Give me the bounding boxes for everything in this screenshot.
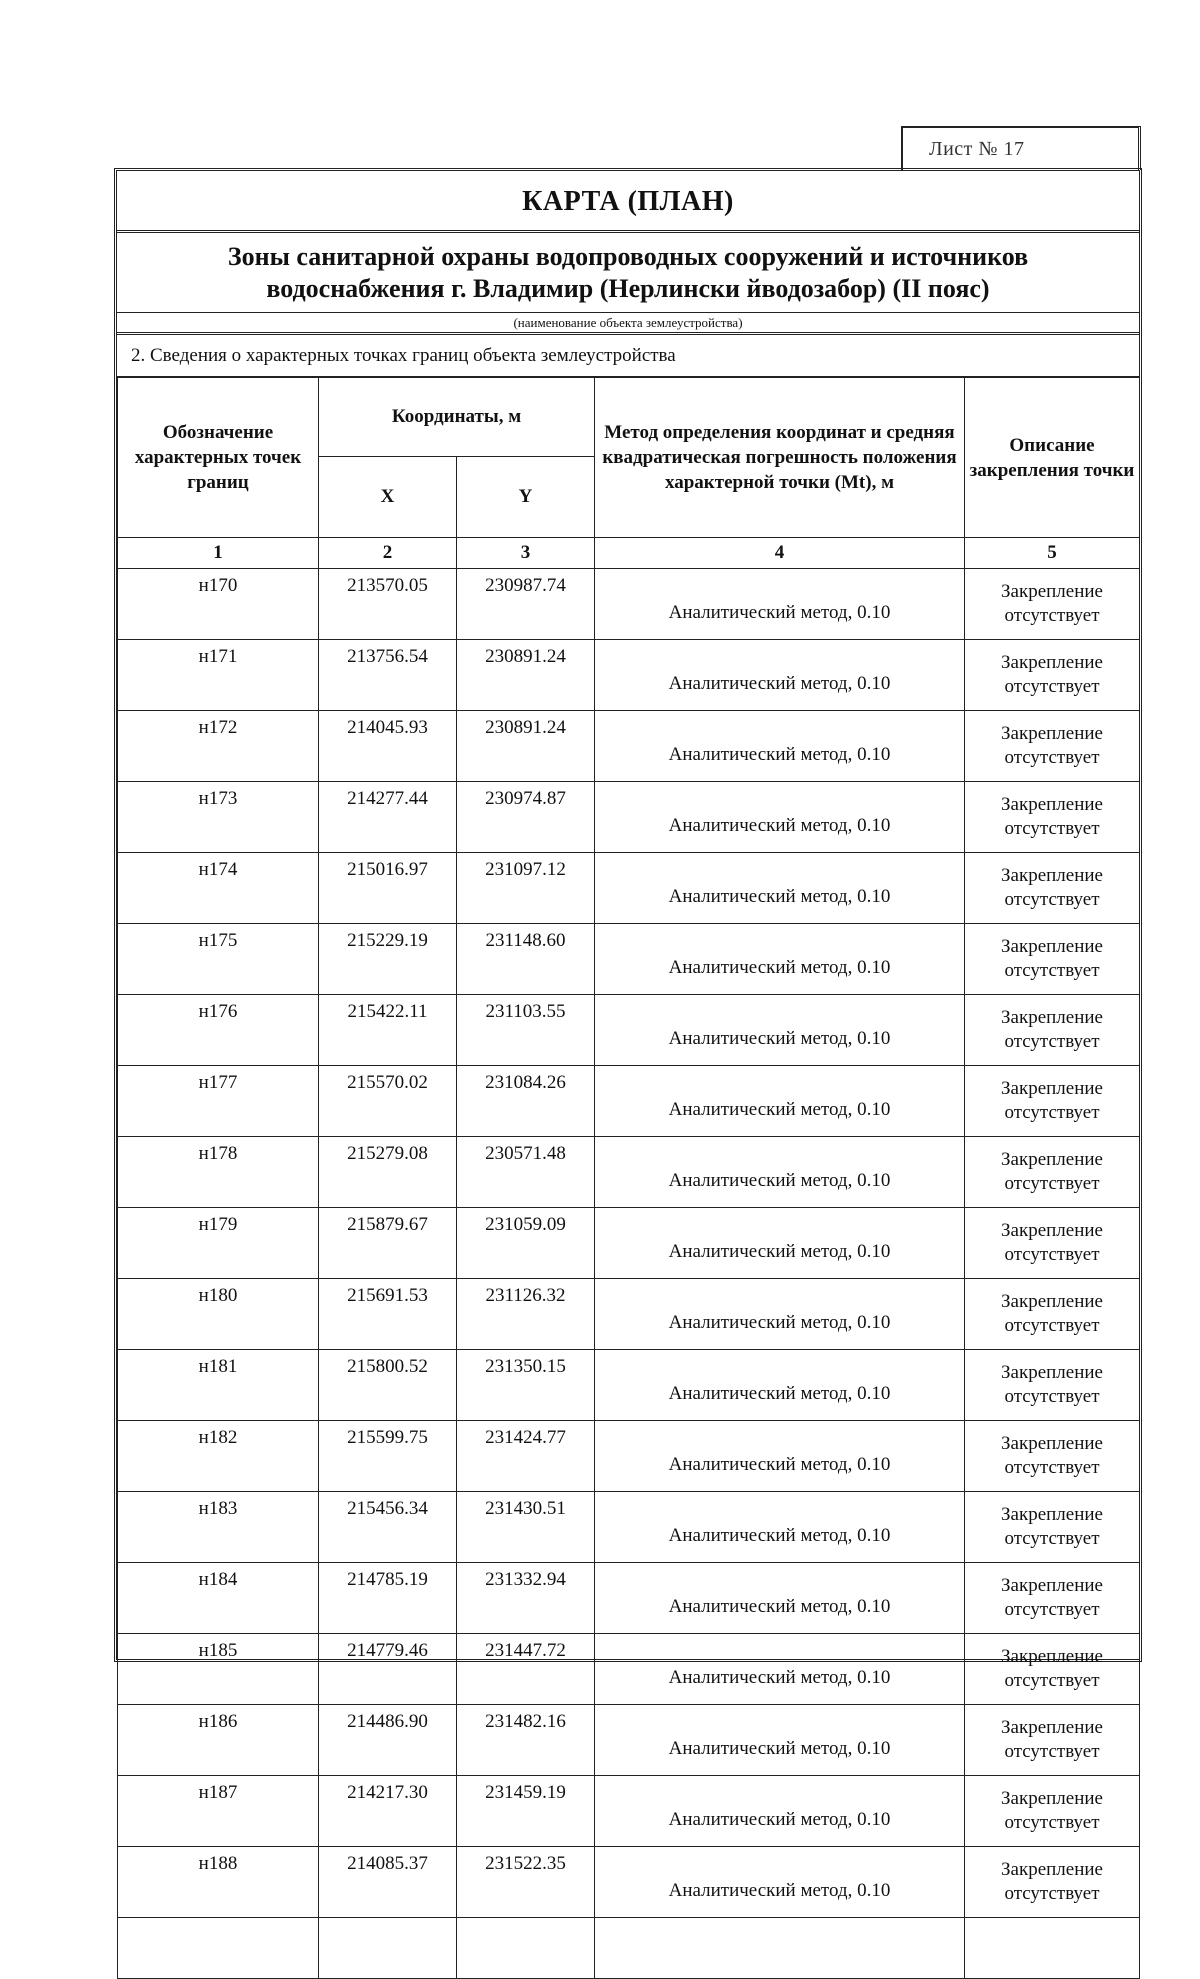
table-row [118, 1705, 1140, 1776]
description-cell: Закрепление отсутствует [965, 782, 1140, 853]
y-coordinate-cell: 231097.12 [457, 853, 595, 924]
description-cell: Закрепление отсутствует [965, 1066, 1140, 1137]
y-coordinate-cell: 231084.26 [457, 1066, 595, 1137]
table-row [118, 853, 1140, 924]
header-y: Y [457, 457, 595, 538]
description-cell: Закрепление отсутствует [965, 569, 1140, 640]
x-coordinate-cell: 215229.19 [319, 924, 457, 995]
point-cell: н186 [118, 1705, 319, 1776]
y-coordinate-cell: 231522.35 [457, 1847, 595, 1918]
document-subtitle [117, 241, 1139, 305]
description-cell: Закрепление отсутствует [965, 1776, 1140, 1847]
object-caption: (наименование объекта землеустройства) [513, 315, 743, 330]
description-cell: Закрепление отсутствует [965, 1208, 1140, 1279]
table-row [118, 1563, 1140, 1634]
empty-cell [595, 1918, 965, 1979]
sheet-number: Лист № 17 [929, 138, 1025, 160]
point-cell: н180 [118, 1279, 319, 1350]
x-coordinate-cell: 214217.30 [319, 1776, 457, 1847]
table-row [118, 1776, 1140, 1847]
method-cell: Аналитический метод, 0.10 [595, 1350, 965, 1421]
description-cell: Закрепление отсутствует [965, 1421, 1140, 1492]
y-coordinate-cell: 230891.24 [457, 640, 595, 711]
x-coordinate-cell: 215879.67 [319, 1208, 457, 1279]
point-cell: н178 [118, 1137, 319, 1208]
x-coordinate-cell: 215456.34 [319, 1492, 457, 1563]
x-coordinate-cell: 215279.08 [319, 1137, 457, 1208]
table-row [118, 1492, 1140, 1563]
header-coordinates: Координаты, м [319, 378, 595, 457]
y-coordinate-cell: 231459.19 [457, 1776, 595, 1847]
x-coordinate-cell: 213756.54 [319, 640, 457, 711]
y-coordinate-cell: 231482.16 [457, 1705, 595, 1776]
x-coordinate-cell: 215599.75 [319, 1421, 457, 1492]
description-cell: Закрепление отсутствует [965, 711, 1140, 782]
method-cell: Аналитический метод, 0.10 [595, 1066, 965, 1137]
table-row [118, 569, 1140, 640]
header-x: X [319, 457, 457, 538]
y-coordinate-cell: 231424.77 [457, 1421, 595, 1492]
x-coordinate-cell: 214785.19 [319, 1563, 457, 1634]
method-cell: Аналитический метод, 0.10 [595, 1776, 965, 1847]
method-cell: Аналитический метод, 0.10 [595, 1208, 965, 1279]
method-cell: Аналитический метод, 0.10 [595, 1705, 965, 1776]
caption-band [117, 313, 1139, 335]
header-method: Метод определения координат и средняя квадратическая погрешность положения характерной точки (Mt), м [595, 378, 965, 538]
y-coordinate-cell: 231103.55 [457, 995, 595, 1066]
table-row [118, 1634, 1140, 1705]
method-cell: Аналитический метод, 0.10 [595, 1421, 965, 1492]
title-band [117, 171, 1139, 233]
subtitle-band [117, 233, 1139, 313]
x-coordinate-cell: 215570.02 [319, 1066, 457, 1137]
description-cell: Закрепление отсутствует [965, 1492, 1140, 1563]
empty-cell [118, 1918, 319, 1979]
y-coordinate-cell: 231148.60 [457, 924, 595, 995]
point-cell: н181 [118, 1350, 319, 1421]
table-row [118, 1847, 1140, 1918]
method-cell: Аналитический метод, 0.10 [595, 995, 965, 1066]
table-row [118, 924, 1140, 995]
table-row [118, 1279, 1140, 1350]
y-coordinate-cell: 230891.24 [457, 711, 595, 782]
method-cell: Аналитический метод, 0.10 [595, 1279, 965, 1350]
table-row [118, 995, 1140, 1066]
description-cell: Закрепление отсутствует [965, 924, 1140, 995]
header-description: Описание закрепления точки [965, 378, 1140, 538]
table-row [118, 1137, 1140, 1208]
y-coordinate-cell: 231350.15 [457, 1350, 595, 1421]
empty-cell [319, 1918, 457, 1979]
y-coordinate-cell: 231059.09 [457, 1208, 595, 1279]
subtitle-line-2: водоснабжения г. Владимир (Нерлински йводозабор) (II пояс) [266, 274, 990, 303]
table-row [118, 1066, 1140, 1137]
column-number: 4 [595, 538, 965, 569]
point-cell: н184 [118, 1563, 319, 1634]
point-cell: н185 [118, 1634, 319, 1705]
point-cell: н176 [118, 995, 319, 1066]
column-number: 5 [965, 538, 1140, 569]
point-cell: н175 [118, 924, 319, 995]
description-cell: Закрепление отсутствует [965, 1705, 1140, 1776]
point-cell: н173 [118, 782, 319, 853]
description-cell: Закрепление отсутствует [965, 640, 1140, 711]
method-cell: Аналитический метод, 0.10 [595, 711, 965, 782]
method-cell: Аналитический метод, 0.10 [595, 1634, 965, 1705]
description-cell: Закрепление отсутствует [965, 1350, 1140, 1421]
table-row [118, 782, 1140, 853]
x-coordinate-cell: 214486.90 [319, 1705, 457, 1776]
column-number: 2 [319, 538, 457, 569]
point-cell: н177 [118, 1066, 319, 1137]
method-cell: Аналитический метод, 0.10 [595, 1563, 965, 1634]
y-coordinate-cell: 230571.48 [457, 1137, 595, 1208]
points-table [117, 377, 1140, 1979]
description-cell: Закрепление отсутствует [965, 853, 1140, 924]
x-coordinate-cell: 215800.52 [319, 1350, 457, 1421]
points-table-body [118, 569, 1140, 1979]
document-title: КАРТА (ПЛАН) [522, 186, 734, 217]
description-cell: Закрепление отсутствует [965, 995, 1140, 1066]
x-coordinate-cell: 214085.37 [319, 1847, 457, 1918]
method-cell: Аналитический метод, 0.10 [595, 1137, 965, 1208]
x-coordinate-cell: 215016.97 [319, 853, 457, 924]
x-coordinate-cell: 215691.53 [319, 1279, 457, 1350]
description-cell: Закрепление отсутствует [965, 1137, 1140, 1208]
y-coordinate-cell: 231332.94 [457, 1563, 595, 1634]
table-row [118, 1208, 1140, 1279]
subtitle-line-1: Зоны санитарной охраны водопроводных сооружений и источников [227, 242, 1029, 271]
x-coordinate-cell: 214277.44 [319, 782, 457, 853]
column-numbers-row [118, 538, 1140, 569]
method-cell: Аналитический метод, 0.10 [595, 782, 965, 853]
point-cell: н174 [118, 853, 319, 924]
y-coordinate-cell: 231430.51 [457, 1492, 595, 1563]
table-row [118, 711, 1140, 782]
y-coordinate-cell: 230974.87 [457, 782, 595, 853]
method-cell: Аналитический метод, 0.10 [595, 924, 965, 995]
point-cell: н183 [118, 1492, 319, 1563]
x-coordinate-cell: 214045.93 [319, 711, 457, 782]
x-coordinate-cell: 213570.05 [319, 569, 457, 640]
x-coordinate-cell: 215422.11 [319, 995, 457, 1066]
point-cell: н188 [118, 1847, 319, 1918]
point-cell: н172 [118, 711, 319, 782]
method-cell: Аналитический метод, 0.10 [595, 853, 965, 924]
y-coordinate-cell: 230987.74 [457, 569, 595, 640]
method-cell: Аналитический метод, 0.10 [595, 640, 965, 711]
sheet-number-box [901, 126, 1141, 170]
document-frame [114, 168, 1142, 1904]
description-cell: Закрепление отсутствует [965, 1634, 1140, 1705]
method-cell: Аналитический метод, 0.10 [595, 1847, 965, 1918]
point-cell: н179 [118, 1208, 319, 1279]
table-row [118, 640, 1140, 711]
method-cell: Аналитический метод, 0.10 [595, 569, 965, 640]
column-number: 1 [118, 538, 319, 569]
description-cell: Закрепление отсутствует [965, 1847, 1140, 1918]
y-coordinate-cell: 231447.72 [457, 1634, 595, 1705]
header-point-label: Обозначение характерных точек границ [118, 378, 319, 538]
column-number: 3 [457, 538, 595, 569]
empty-row [118, 1918, 1140, 1979]
y-coordinate-cell: 231126.32 [457, 1279, 595, 1350]
point-cell: н171 [118, 640, 319, 711]
section-band [117, 335, 1139, 377]
point-cell: н187 [118, 1776, 319, 1847]
description-cell: Закрепление отсутствует [965, 1563, 1140, 1634]
description-cell: Закрепление отсутствует [965, 1279, 1140, 1350]
table-row [118, 1350, 1140, 1421]
table-row [118, 1421, 1140, 1492]
empty-cell [457, 1918, 595, 1979]
method-cell: Аналитический метод, 0.10 [595, 1492, 965, 1563]
section-heading: 2. Сведения о характерных точках границ объекта землеустройства [131, 345, 676, 366]
point-cell: н182 [118, 1421, 319, 1492]
x-coordinate-cell: 214779.46 [319, 1634, 457, 1705]
point-cell: н170 [118, 569, 319, 640]
empty-cell [965, 1918, 1140, 1979]
